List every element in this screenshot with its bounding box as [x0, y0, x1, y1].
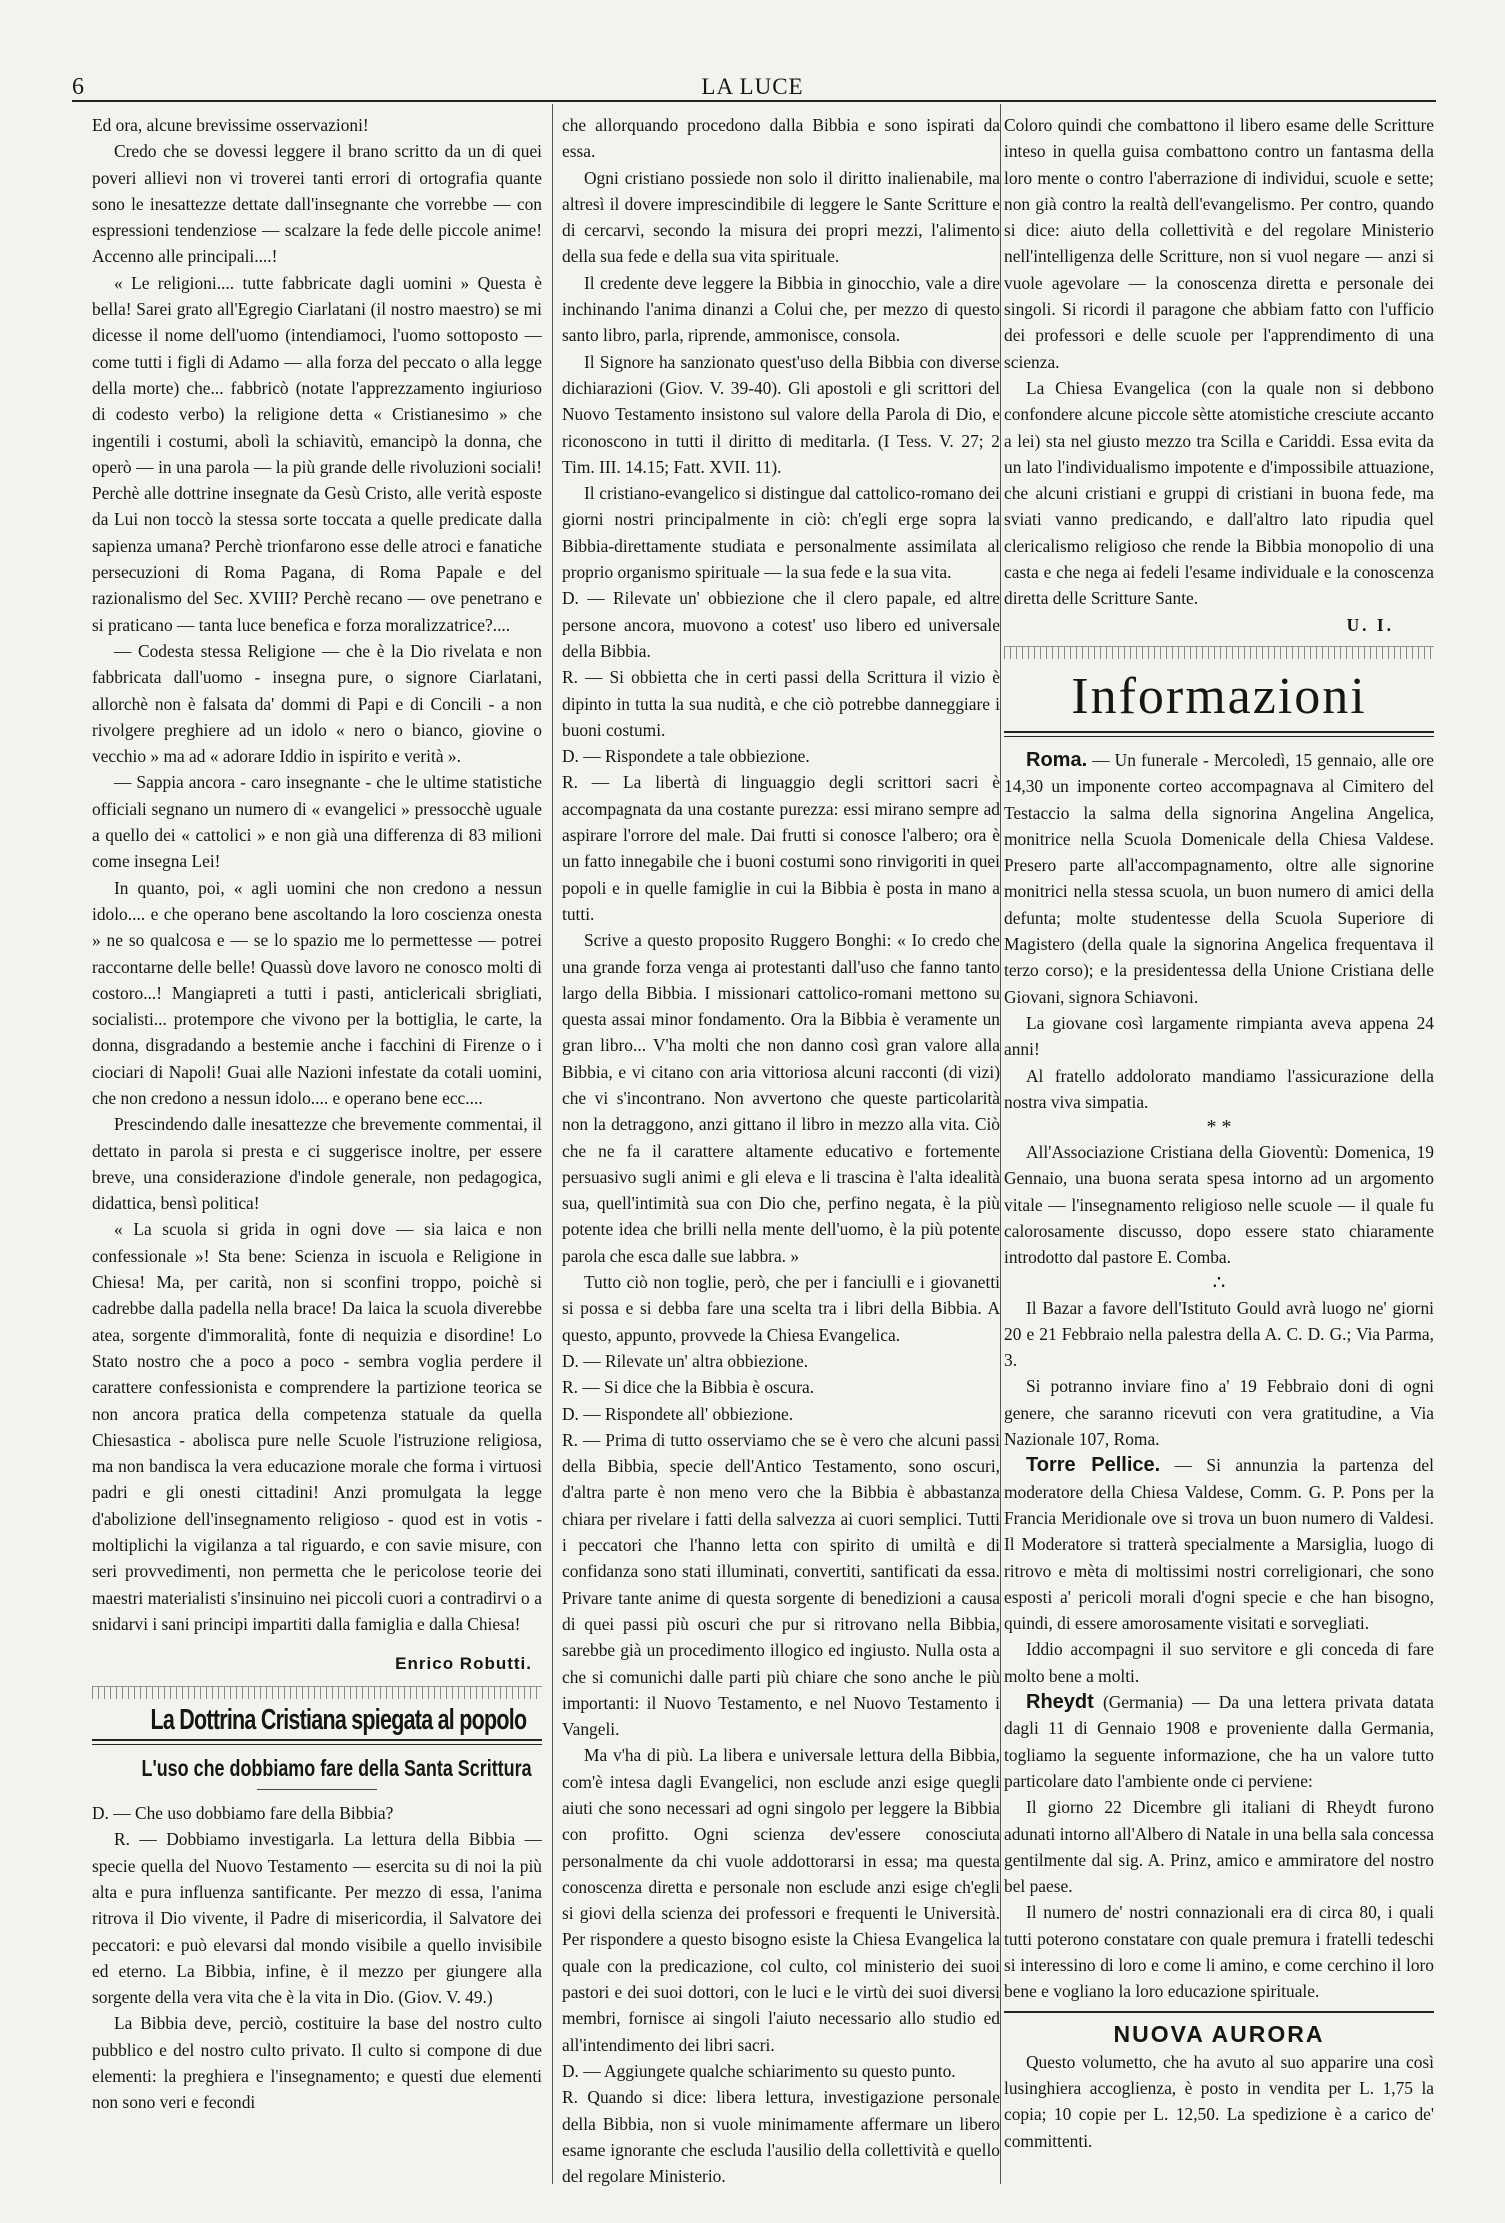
paragraph: Scrive a questo proposito Ruggero Bonghi: « Io credo che una grande forza venga ai protestanti dall'uso che fanno tanto largo della Bibbia. I missionari cattolico-romani mettono su questa assai minor fondamento. Ora la Bibbia è veramente un gran libro... V'ha molti che non danno così gran valore alla Bibbia, e vi citano con aria vittoriosa alcuni racconti (di vizi) che vi s'incontrano. Non avvertono che queste particolarità non la detraggono, anzi gittano il libro in mezzo alla vita. Ciò che ne fa il carattere altamente educativo e fortemente persuasivo sugli animi e gli eleva e li trascina è l'alta idealità sua, quell'intimità sua con Dio che, perfino negata, è la più potente idea che brilli nella mente dell'uomo, è la più potente parola che esca dalle sue labbra. » — [562, 930, 1000, 1266]
answer: R. — Prima di tutto osserviamo che se è vero che alcuni passi della Bibbia, specie dell'Antico Testamento, sono oscuri, d'altra parte è non meno vero che la Bibbia è abbastanza chiara per rivelare i fatti della salvezza ai cuori semplici. Tutti i peccatori che l'hanno letta con spirito di umiltà e di confidanza sono stati illuminati, convertiti, santificati da essa. Privare tante anime di questa sorgente di benedizioni a causa di quei passi più oscuri che pur si ritrovano nella Bibbia, sarebbe già un procedimento illogico ed ingiusto. Nulla osta a che si comunichi dalle parti più chiare che sono anche le più importanti: il Nuovo Testamento, e nel Nuovo Testamento i Vangeli. — [562, 1429, 1000, 1740]
small-divider — [257, 1783, 377, 1790]
paragraph: In quanto, poi, « agli uomini che non credono a nessun idolo.... e che operano bene ascoltando la loro coscienza onesta » ne so qualcosa e — se lo spazio me lo permettesse — potrei raccontarne delle belle! Quassù dove lavoro ne conosco molti di costoro...! Mangiapreti a tutti i pasti, anticlericali sbrigliati, socialisti... protempore che vivono per la bottiglia, le carte, la donna, disgradando a bestemie anche i facchini di Firenze o i ciociari di Napoli! Guai alle Nazioni infestate da cotali uomini, che non credono a nessun idolo.... e operano bene ecc.... — [92, 877, 542, 1108]
paragraph: All'Associazione Cristiana della Gioventù: Domenica, 19 Gennaio, una buona serata spesa intorno ad un argomento vitale — l'insegnamento religioso nelle scuole — il quale fu calorosamente discusso, dopo essere stato chiaramente introdotto dal pastore E. Comba. — [1004, 1142, 1434, 1268]
paragraph: che allorquando procedono dalla Bibbia e sono ispirati da essa. — [562, 115, 1000, 162]
section-title: La Dottrina Cristiana spiegata al popolo — [150, 1703, 527, 1736]
paragraph: Si potranno inviare fino a' 19 Febbraio doni di ogni genere, che saranno ricevuti con vera gratitudine, a Via Nazionale 107, Roma. — [1004, 1376, 1434, 1450]
paragraph: — Codesta stessa Religione — che è la Dio rivelata e non fabbricata dall'uomo - insegna pure, o signore Ciarlatani, allorchè non è falsata da' dommi di Papi e di Concili - a non rivolgere preghiere ad un idolo « nero o bianco, giovine o vecchio » ma ad « adorare Iddio in ispirito e verità ». — [92, 640, 542, 767]
question: D. — Aggiungete qualche schiarimento su questo punto. — [562, 2060, 956, 2081]
paragraph: Questo volumetto, che ha avuto al suo apparire una così lusinghiera accoglienza, è posto in vendita per L. 1,75 la copia; 10 copie per L. 12,50. La spedizione è a carico de' committenti. — [1004, 2051, 1434, 2151]
paragraph: Il giorno 22 Dicembre gli italiani di Rheydt furono adunati intorno all'Albero di Natale in una bella sala concessa gentilmente dal sig. A. Prinz, amico e ammiratore del nostro bel paese. — [1004, 1797, 1434, 1897]
paragraph: Al fratello addolorato mandiamo l'assicurazione della nostra viva simpatia. — [1004, 1065, 1434, 1112]
asterism: ∴ — [1212, 1271, 1226, 1294]
paragraph: Il cristiano-evangelico si distingue dal cattolico-romano dei giorni nostri principalmente in ciò: ch'egli erge sopra la Bibbia-direttamente studiata e personalmente assimilata al proprio organismo spirituale — la sua fede e la sua vita. — [562, 483, 1000, 583]
paragraph: — Sappia ancora - caro insegnante - che le ultime statistiche officiali segnano un numero di « evangelici » pressocchè uguale a quello dei « cattolici » e non già una differenza di 83 milioni come insegna Lei! — [92, 772, 542, 872]
paragraph: « Le religioni.... tutte fabbricate dagli uomini » Questa è bella! Sarei grato all'Egregio Ciarlatani (il nostro maestro) se mi dicesse il nome dell'uomo (intendiamoci, l'uomo sottoposto — come tutti i figli di Adamo — alla forza del peccato o alla legge della morte) che... fabbricò (notate l'apprezzamento ingiurioso di codesto verbo) la religione detta « Cristianesimo » che ingentili i costumi, abolì la schiavitù, emancipò la donna, che operò — in una parola — la più grande delle rivoluzioni sociali! Perchè alle dottrine insegnate da Gesù Cristo, alle verità esposte da Lui non toccò la stessa sorte toccata a quelle predicate dalla sapienza umana? Perchè trionfarono esse delle atroci e fanatiche persecuzioni di Roma Pagana, di Roma Papale e del razionalismo del Sec. XVIII? Perchè recano — ove penetrano e si praticano — tanta luce benefica e forza moralizzatrice?.... — [92, 272, 542, 635]
news-torre-pellice — [1004, 1452, 1434, 1636]
paragraph: Iddio accompagni il suo servitore e gli conceda di fare molto bene a molti. — [1004, 1639, 1434, 1686]
asterism: * * — [1206, 1116, 1232, 1139]
answer: R. Quando si dice: libera lettura, investigazione personale della Bibbia, non si vuole minimamente affermare un libero esame ignorante che escluda l'ausilio della collettività e quello del regolare Ministerio. — [562, 2087, 1000, 2187]
answer: R. — Si dice che la Bibbia è oscura. — [562, 1377, 815, 1398]
author-initials: U. I. — [1346, 614, 1394, 635]
place-name: Roma. — [1026, 748, 1088, 771]
paragraph: La Chiesa Evangelica (con la quale non si debbono confondere alcune piccole sètte atomistiche cresciute accanto a lei) sta nel giusto mezzo tra Scilla e Cariddi. Essa evita da un lato l'individualismo impotente e d'impossibile attuazione, che alcuni cristiani e gruppi di cristiani in buona fede, ma sviati vanno predicando, e dall'altro lato ripudia quel clericalismo religioso che rende la Bibbia monopolio di una casta e che nega ai fedeli l'esame individuale e la conoscenza diretta delle Scritture Sante. — [1004, 377, 1434, 609]
paragraph: Ed ora, alcune brevissime osservazioni! — [92, 115, 369, 135]
newspaper-title: LA LUCE — [701, 74, 804, 99]
paragraph: Coloro quindi che combattono il libero esame delle Scritture inteso in quella guisa combattono contro un fantasma della loro mente o contro l'aberrazione di individui, scuole e sette; non già contro la realtà dell'evangelismo. Per contro, quando si dice: aiuto della collettività e del regolare Ministerio nell'intelligenza delle Scritture, non si vuol negare — anzi si vuole agevolare — la conoscenza diretta e personale dei singoli. Si ricordi il paragone che abbiam fatto con l'ufficio dei professori e delle scuole per l'apprendimento di una scienza. — [1004, 115, 1434, 372]
paragraph: Tutto ciò non toglie, però, che per i fanciulli e i giovanetti si possa e si debba fare una scelta tra i libri della Bibbia. A questo, appunto, provvede la Chiesa Evangelica. — [562, 1272, 1000, 1345]
paragraph: La giovane così largamente rimpianta aveva appena 24 anni! — [1004, 1012, 1434, 1060]
informazioni-title: Informazioni — [1071, 667, 1367, 725]
paragraph: Il numero de' nostri connazionali era di circa 80, i quali tutti poterono constatare con quale premura i fratelli tedeschi si interessino di loro e come li amino, e come cerchino il loro bene e vogliano la loro educazione spirituale. — [1004, 1902, 1434, 2002]
nuova-aurora-title: NUOVA AURORA — [1004, 2011, 1434, 2047]
column-1 — [92, 112, 542, 2192]
place-name: Torre Pellice. — [1026, 1454, 1161, 1477]
paragraph: Credo che se dovessi leggere il brano scritto da un di quei poveri allievi non vi troverei tanti errori di ortografia quante sono le inesattezze dettate dall'insegnante che vorrebbe — con espressioni tendenziose — scalzare la fede delle piccole anime! Accenno alle principali....! — [92, 141, 542, 267]
question: D. — Rispondete all' obbiezione. — [562, 1403, 794, 1424]
double-rule — [1004, 731, 1434, 737]
column-3 — [1004, 112, 1434, 2202]
wavy-divider — [1004, 646, 1434, 659]
news-text: — Un funerale - Mercoledì, 15 gennaio, alle ore 14,30 un imponente corteo accompagnava al Cimitero del Testaccio la salma della signorina Angelina Angelica, monitrice nella Scuola Domenicale della Chiesa Valdese. Presero parte all'accompagnamento, oltre alle signorine monitrici nella stessa scuola, un buon numero di amici della defunta; molte studentesse della Scuola Superiore di Magistero (della quale la signorina Angelica frequentava il terzo corso); e la presidentessa della Unione Cristiana delle Giovani, signora Schiavoni. — [1004, 749, 1434, 1007]
column-2 — [562, 112, 1000, 2192]
double-rule — [92, 1739, 542, 1745]
news-roma — [1004, 747, 1434, 1010]
paragraph: Ma v'ha di più. La libera e universale lettura della Bibbia, com'è intesa dagli Evangelici, non esclude anzi esige quegli aiuti che sono necessari ad ogni singolo per leggere la Bibbia con profitto. Ogni scienza dev'essere conosciuta personalmente da chi vuole addottorarsi in essa; ma questa conoscenza diretta e personale non esclude anzi esige ch'egli si giovi della scienza dei professori e frequenti le Università. Per rispondere a questo bisogno esiste la Chiesa Evangelica la quale con la predicazione, col culto, col ministerio dei suoi pastori e dei suoi dottori, con le luci e le virtù dei suoi diversi membri, fornisce ai singoli l'aiuto necessario allo studio ed all'intendimento dei libri sacri. — [562, 1745, 1000, 2055]
question: D. — Che uso dobbiamo fare della Bibbia? — [92, 1803, 394, 1824]
paragraph: Il Signore ha sanzionato quest'uso della Bibbia con diverse dichiarazioni (Giov. V. 39-40). Gli apostoli e gli scrittori del Nuovo Testamento insistono sul valore della Parola di Dio, e riconoscono in tutti il diritto di meditarla. (I Tess. V. 27; 2 Tim. III. 14.15; Fatt. XVII. 11). — [562, 351, 1000, 477]
author-signature: Enrico Robutti. — [395, 1654, 532, 1674]
question: D. — Rilevate un' obbiezione che il clero papale, ed altre persone ancora, muovono a cotest' uso libero ed universale della Bibbia. — [562, 588, 1000, 661]
answer: R. — La libertà di linguaggio degli scrittori sacri è accompagnata da una costante purezza: essi mirano sempre ad aspirare l'orrore del male. Dai frutti si conosce l'albero; ora è un fatto innegabile che i buoni costumi sono rinvigoriti in quei popoli e in quelle famiglie in cui la Bibbia è posta in mano a tutti. — [562, 772, 1000, 924]
place-name: Rheydt — [1026, 1691, 1094, 1714]
wavy-divider — [92, 1686, 542, 1699]
question: D. — Rilevate un' altra obbiezione. — [562, 1350, 809, 1371]
paragraph: Prescindendo dalle inesattezze che brevemente commentai, il dettato in parola si presta e ci suggerisce inoltre, per essere breve, una considerazione d'indole generale, non pedagogica, didattica, bensì politica! — [92, 1114, 542, 1214]
paragraph: Ogni cristiano possiede non solo il diritto inalienabile, ma altresì il dovere imprescindibile di leggere le Sante Scritture e di cercarvi, secondo la misura dei propri mezzi, l'alimento della sua fede e della sua vita spirituale. — [562, 167, 1000, 267]
header-rule — [72, 100, 1436, 102]
paragraph: Il credente deve leggere la Bibbia in ginocchio, vale a dire inchinando l'anima dinanzi a Colui che, per mezzo di questo santo libro, parla, riprende, ammonisce, consola. — [562, 272, 1000, 346]
paragraph: La Bibbia deve, perciò, costituire la base del nostro culto pubblico e del nostro culto privato. Il culto si compone di due elementi: la preghiera e l'insegnamento; e questi due elementi non sono veri e fecondi — [92, 2013, 542, 2113]
news-text: — Si annunzia la partenza del moderatore della Chiesa Valdese, Comm. G. P. Pons per la Francia Meridionale ove si trova un buon numero di Valdesi. Il Moderatore si tratterà specialmente a Marsiglia, luogo di ritrovo e mèta di moltissimi nostri correligionari, che sono esposti a' pericoli morali d'ogni specie e che han bisogno, quindi, di essere amorosamente visitati e sorvegliati. — [1004, 1455, 1434, 1634]
news-rheydt — [1004, 1689, 1434, 1794]
section-subtitle: L'uso che dobbiamo fare della Santa Scrittura — [141, 1754, 532, 1781]
page-number: 6 — [72, 74, 84, 100]
answer: R. — Si obbietta che in certi passi della Scrittura il vizio è dipinto in tutta la sua nudità, e che ciò potrebbe danneggiare i buoni costumi. — [562, 667, 1000, 740]
paragraph: R. — Dobbiamo investigarla. La lettura della Bibbia — specie quella del Nuovo Testamento — esercita su di noi la più alta e pura influenza santificante. Per mezzo di essa, l'anima ritrova il Dio vivente, il Padre di misericordia, il Salvatore dei peccatori: e può elevarsi dal mondo visibile a quello invisibile ed eterno. La Bibbia, infine, è il mezzo per giungere alla sorgente della vera vita che è la vita in Dio. (Giov. V. 49.) — [92, 1829, 542, 2008]
question: D. — Rispondete a tale obbiezione. — [562, 746, 810, 767]
news-text: (Germania) — Da una lettera privata datata dagli 11 di Gennaio 1908 e proveniente dalla Germania, togliamo la seguente informazione, che ha un valore tutto particolare dato l'ambiente onde ci perviene: — [1004, 1692, 1434, 1791]
column-divider — [552, 104, 553, 2184]
paragraph: « La scuola si grida in ogni dove — sia laica e non confessionale »! Sta bene: Scienza in iscuola e Religione in Chiesa! Ma, per carità, non si sconfini troppo, poichè si cadrebbe dalla padella nella brace! Da laica la scuola diverebbe atea, sorgente d'immoralità, fonte di nequizia e disordine! Lo Stato nostro che a poco a poco - sembra voglia perdere il carattere confessionista e comprendere la partizione teorica se non ancora pratica della competenza statuale da quella Chiesastica - abolisca pure nelle Scuole l'istruzione religiosa, ma non bandisca la vera educazione morale che forma i virtuosi padri e gli onesti cittadini! Anzi promulgata la legge d'abolizione dell'insegnamento religioso - quod est in votis - moltiplichi la vigilanza a tal riguardo, e con savie misure, con seri provvedimenti, non permetta che le pericolose teorie dei maestri materialisti s'insinuino nei piccoli cuori a contradirvi o a snidarvi i sani principi impartiti dalla famiglia e dalla Chiesa! — [92, 1219, 542, 1634]
column-divider — [1000, 104, 1001, 2184]
paragraph: Il Bazar a favore dell'Istituto Gould avrà luogo ne' giorni 20 e 21 Febbraio nella palestra della A. C. D. G.; Via Parma, 3. — [1004, 1297, 1434, 1371]
